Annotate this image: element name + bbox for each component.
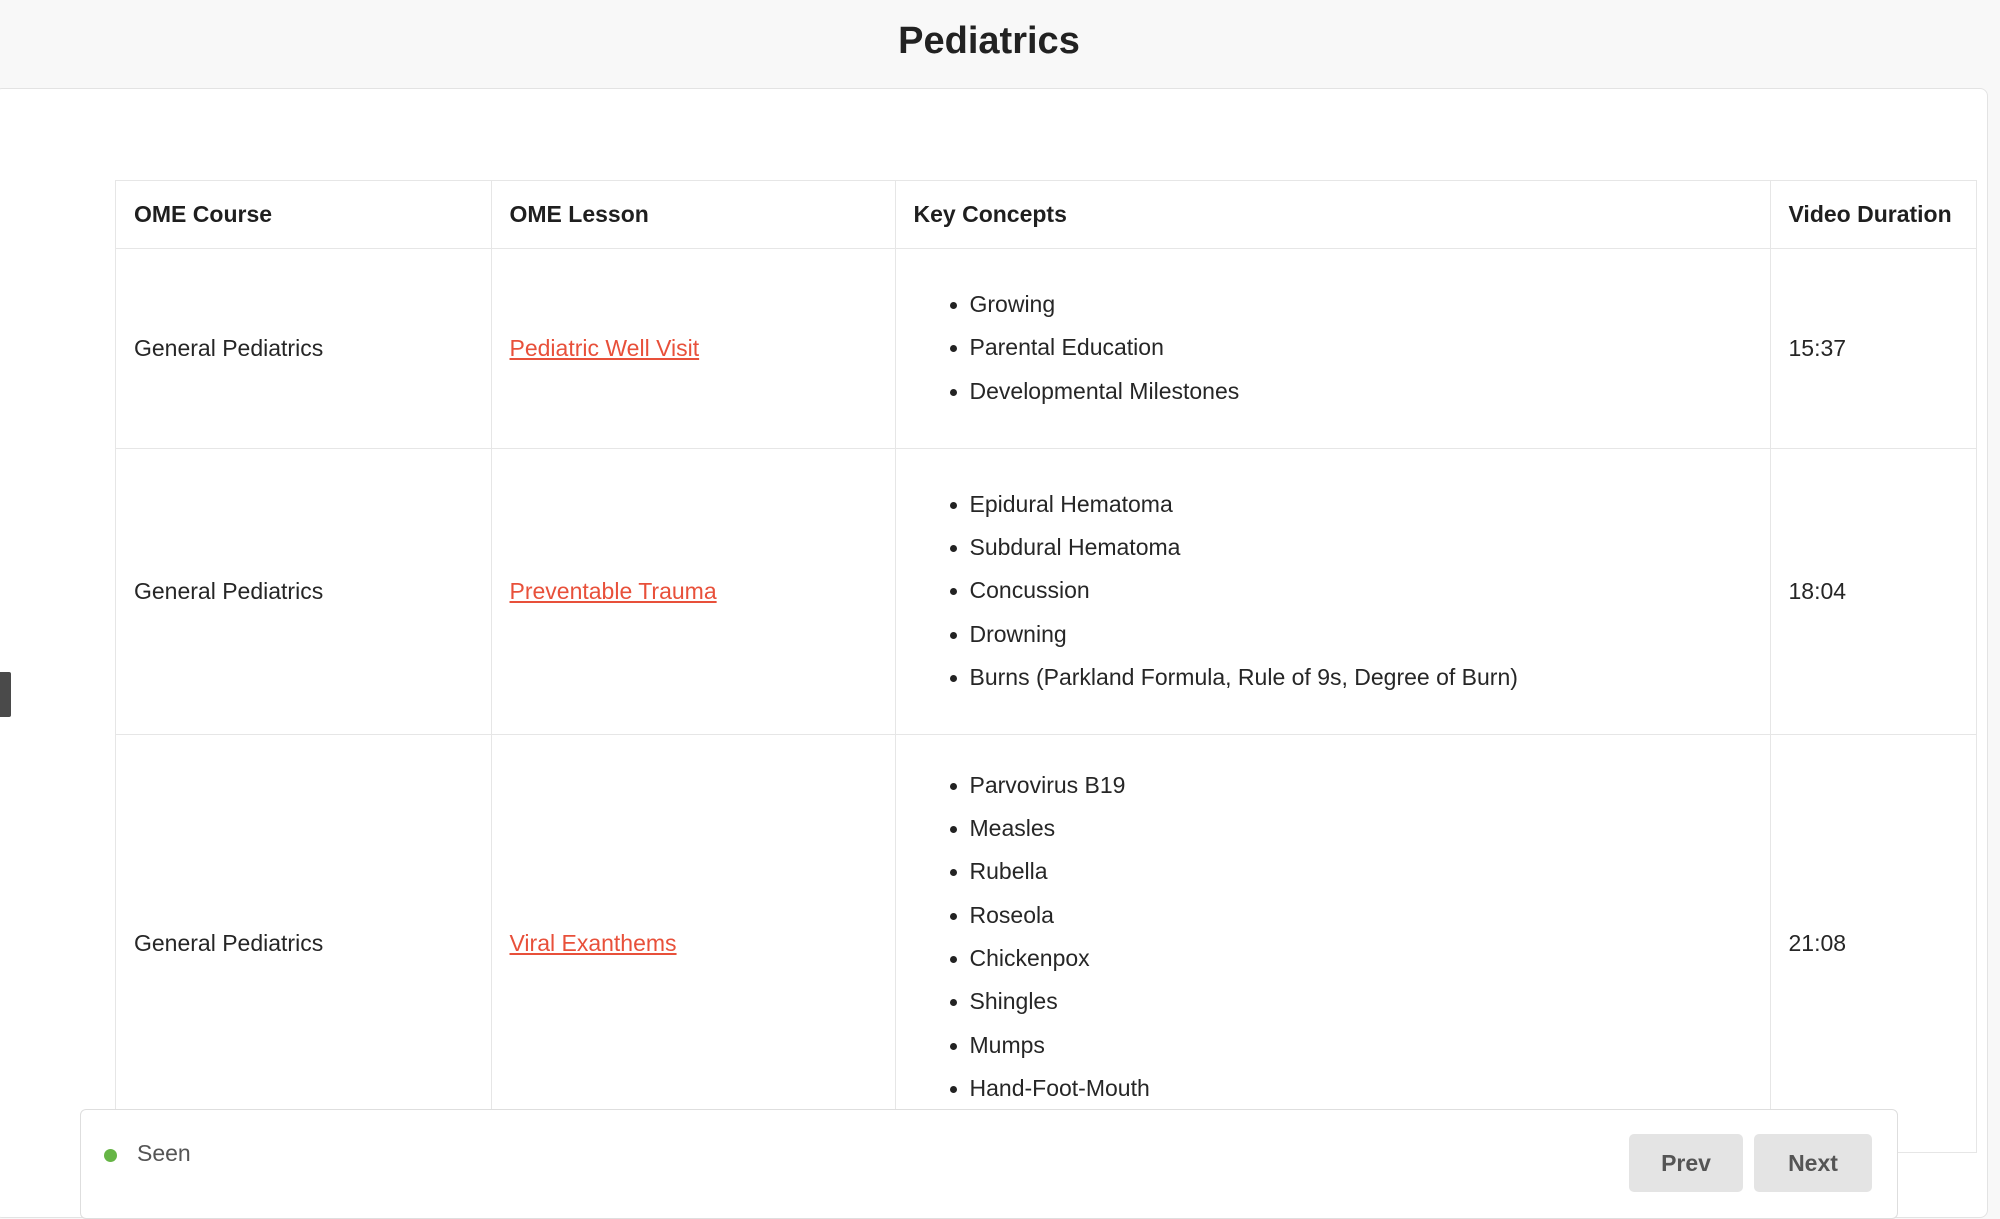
concept-item: Rubella	[950, 850, 1752, 893]
course-cell: General Pediatrics	[116, 734, 491, 1152]
lessons-table	[116, 181, 1976, 1153]
concept-item: Growing	[950, 283, 1752, 326]
concept-item: Burns (Parkland Formula, Rule of 9s, Degree of Burn)	[950, 656, 1752, 699]
lesson-cell	[491, 734, 895, 1152]
concept-item: Chickenpox	[950, 937, 1752, 980]
key-concepts-list	[914, 283, 1752, 413]
concept-item: Parvovirus B19	[950, 764, 1752, 807]
key-concepts-cell	[895, 734, 1770, 1152]
lesson-link-preventable-trauma[interactable]: Preventable Trauma	[509, 577, 717, 604]
concept-item: Parental Education	[950, 326, 1752, 369]
prev-button[interactable]: Prev	[1629, 1134, 1743, 1192]
key-concepts-list	[914, 483, 1752, 699]
concept-item: Hand-Foot-Mouth	[950, 1067, 1752, 1110]
table-row	[116, 734, 1976, 1152]
concept-item: Drowning	[950, 613, 1752, 656]
key-concepts-cell	[895, 448, 1770, 734]
course-cell: General Pediatrics	[116, 448, 491, 734]
seen-status-label: Seen	[137, 1140, 191, 1166]
key-concepts-cell	[895, 248, 1770, 448]
lesson-cell	[491, 448, 895, 734]
column-header-course: OME Course	[116, 181, 491, 248]
concept-item: Mumps	[950, 1024, 1752, 1067]
next-button[interactable]: Next	[1754, 1134, 1872, 1192]
concept-item: Measles	[950, 807, 1752, 850]
lesson-cell	[491, 248, 895, 448]
video-duration-cell: 18:04	[1770, 448, 1976, 734]
side-drawer-handle[interactable]	[0, 672, 11, 717]
table-header-row	[116, 181, 1976, 248]
table-row	[116, 248, 1976, 448]
concept-item: Concussion	[950, 569, 1752, 612]
page-header	[0, 0, 2000, 88]
table-row	[116, 448, 1976, 734]
page-title: Pediatrics	[898, 19, 1080, 62]
column-header-video-duration: Video Duration	[1770, 181, 1976, 248]
concept-item: Roseola	[950, 894, 1752, 937]
column-header-lesson: OME Lesson	[491, 181, 895, 248]
video-duration-cell: 21:08	[1770, 734, 1976, 1152]
concept-item: Epidural Hematoma	[950, 483, 1752, 526]
concept-item: Developmental Milestones	[950, 370, 1752, 413]
concept-item: Subdural Hematoma	[950, 526, 1752, 569]
concept-item: Shingles	[950, 980, 1752, 1023]
key-concepts-list	[914, 764, 1752, 1110]
seen-status-dot-icon	[104, 1149, 117, 1162]
column-header-key-concepts: Key Concepts	[895, 181, 1770, 248]
course-cell: General Pediatrics	[116, 248, 491, 448]
lesson-link-viral-exanthems[interactable]: Viral Exanthems	[509, 929, 677, 956]
video-duration-cell: 15:37	[1770, 248, 1976, 448]
lessons-table-container	[115, 180, 1977, 1153]
lesson-link-pediatric-well-visit[interactable]: Pediatric Well Visit	[509, 334, 700, 361]
